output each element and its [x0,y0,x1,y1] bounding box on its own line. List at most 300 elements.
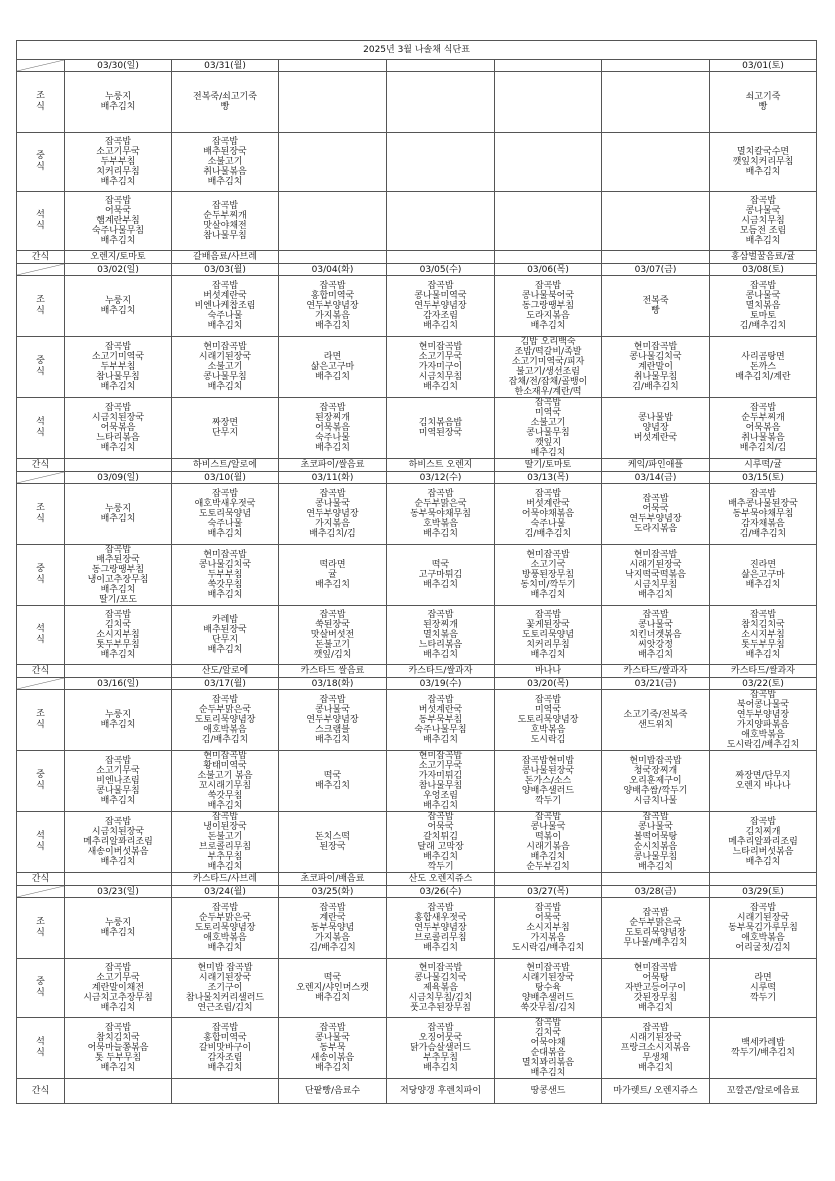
menu-item: 배추김치 [530,321,566,331]
menu-item: 시래기된장국 [736,913,790,923]
dinner-cell [279,606,387,665]
snack-cell: 카스타드/쌀과자 [710,665,817,678]
menu-item: 잡곡밥 [534,695,562,705]
dinner-label [17,606,65,665]
lunch-label [17,545,65,606]
menu-item: 애호박볶음 [741,933,785,943]
lunch-label [17,959,65,1018]
dinner-cell [710,812,817,873]
menu-item: 취나물볶음 [741,433,785,443]
lunch-cell [602,751,710,812]
lunch-cell [710,751,817,812]
menu-item: 가지볶음 [530,933,566,943]
menu-item: 잡곡밥 [642,908,669,918]
meal-label-text: 석식 [36,624,45,645]
menu-item: 배추김치 [100,928,136,938]
dinner-cell [387,1018,495,1079]
menu-item: 부추무침 [207,852,243,862]
snack-cell: 딸기/토마토 [495,459,602,472]
lunch-cell [172,545,279,606]
menu-item: 배추김치 [745,857,781,867]
menu-item: 어묵야채볶음 [521,509,575,519]
menu-item: 조밥/떡갈비/족발 [514,347,582,357]
menu-item: 연두부양념장 [414,923,467,933]
breakfast-cell [387,690,495,751]
menu-item: 비엔나조림 [96,776,140,786]
date-header [387,60,495,72]
menu-item: 콩나물밥 [638,413,673,423]
breakfast-row [17,690,817,751]
breakfast-cell [495,484,602,545]
dinner-cell [172,192,279,251]
menu-item: 배추된장국 [203,625,247,635]
menu-item: 누룽지 [104,918,132,928]
menu-item: 오징어뭇국 [418,1033,463,1043]
date-header: 03/22(토) [710,678,817,690]
lunch-cell [387,337,495,398]
menu-item: 샌드위치 [638,720,673,730]
page-title: 2025년 3월 나솔채 식단표 [17,41,817,60]
menu-item: 잡곡밥 [534,903,562,913]
menu-item: 숙주나물무침 [414,725,467,735]
menu-item: 누룽지 [104,296,132,306]
menu-item: 치킨너겟볶음 [629,630,682,640]
breakfast-cell [279,898,387,959]
menu-item: 잡곡밥 [642,812,669,822]
menu-item: 닭가슴살샐러드 [410,1043,471,1053]
menu-item: 참나물무침 [418,781,463,791]
snack-cell: 케익/파인애플 [602,459,710,472]
menu-item: 배추김치 [638,650,673,660]
menu-item: 모듬전 조림 [739,226,787,236]
menu-item: 잡곡밥 [749,403,777,413]
breakfast-cell [602,690,710,751]
menu-item: 콩나물된장국 [521,766,575,776]
menu-item: 불고기/생선조림 [516,367,580,377]
menu-item: 카레밥 [211,615,239,625]
menu-item: 김/배추김치 [739,321,787,331]
menu-item: 꼬시래기무침 [198,781,252,791]
menu-item: 배추김치 [100,1063,136,1073]
menu-item: 오리훈제구이 [629,776,682,786]
menu-item: 참나물무침 [96,372,140,382]
date-header: 03/28(금) [602,886,710,898]
menu-item: 무생채 [642,1053,669,1063]
snack-cell: 카스타드 쌀음료 [279,665,387,678]
date-header: 03/14(금) [602,472,710,484]
menu-item: 멸치볶음 [745,301,781,311]
breakfast-label [17,690,65,751]
dinner-cell [710,192,817,251]
breakfast-cell [279,276,387,337]
menu-item: 빵 [651,306,660,316]
lunch-cell [602,959,710,1018]
menu-item: 동부묵야채무침 [732,509,794,519]
menu-item: 현미잡곡밥 [526,550,570,560]
menu-item: 감자조림 [423,311,458,321]
menu-item: 배추김치 [423,943,458,953]
lunch-cell [602,545,710,606]
breakfast-cell [65,72,172,133]
menu-item: 배추김치 [530,650,566,660]
menu-item: 소고기국 [530,560,566,570]
menu-item: 양배추샐러드 [521,993,575,1003]
menu-item: 단무지 [211,428,239,438]
meal-label-text: 석식 [36,417,45,438]
menu-item: 톳두부무침 [96,640,140,650]
dinner-cell [495,192,602,251]
breakfast-cell [387,276,495,337]
menu-item: 잡곡밥 [427,281,454,291]
snack-cell: 시루떡/귤 [710,459,817,472]
menu-item: 씨앗강정 [638,640,673,650]
menu-item: 동그랑땡부침 [521,301,575,311]
menu-item: 시래기된장국 [629,1033,682,1043]
dinner-cell [387,812,495,873]
menu-item: 동부묵김가루무침 [728,923,798,933]
menu-item: 연근조림/김치 [197,1003,253,1013]
date-header: 03/27(목) [495,886,602,898]
breakfast-cell [602,898,710,959]
menu-item: 깍두기/배추김치 [731,1048,795,1058]
menu-item: 도시락김/배추김치 [511,943,585,953]
menu-item: 냉이고추장무침 [87,575,149,585]
menu-item: 배추김치 [530,852,566,862]
snack-row [17,665,817,678]
menu-item: 조기구이 [207,983,243,993]
snack-cell: 꼬깔콘/알로에음료 [710,1079,817,1104]
menu-item: 순두부맑은국 [629,918,682,928]
menu-item: 현미밥잡곡밥 [629,756,682,766]
menu-item: 순두부찌개 [203,211,247,221]
dinner-cell [172,398,279,459]
menu-item: 메추리알꽈리조림 [728,837,798,847]
date-header: 03/08(토) [710,264,817,276]
menu-item: 잡곡밥 [104,756,132,766]
menu-item: 돈불고기 [207,832,243,842]
menu-item: 동부묵양념 [310,923,355,933]
menu-item: 동치미/깍두기 [520,580,576,590]
menu-item: 홍합새우젓국 [414,913,467,923]
menu-item: 배추김치 [100,236,136,246]
dinner-row [17,812,817,873]
breakfast-cell [495,72,602,133]
menu-item: 배추김치 [315,735,350,745]
date-header: 03/23(일) [65,886,172,898]
lunch-label [17,751,65,812]
lunch-row [17,545,817,606]
menu-item: 김/배추김치 [739,529,787,539]
menu-item: 배추김치/김 [739,443,787,453]
breakfast-row [17,898,817,959]
menu-item: 배추김치 [530,1068,566,1078]
snack-cell [495,251,602,264]
meal-label-text: 조식 [36,503,45,524]
menu-item: 김밥 오리백숙 [520,337,576,347]
breakfast-cell [279,484,387,545]
dinner-cell [710,398,817,459]
menu-item: 토마토 [749,311,777,321]
lunch-cell [65,337,172,398]
menu-item: 비엔나케찹조림 [194,301,256,311]
breakfast-cell [710,276,817,337]
menu-item: 가지양파볶음 [736,720,790,730]
dinner-cell [495,1018,602,1079]
menu-item: 잡곡밥 [427,489,454,499]
menu-item: 어묵국 [642,504,669,514]
lunch-row [17,337,817,398]
menu-item: 전복죽/쇠고기죽 [193,92,257,102]
menu-item: 김치찌개 [745,827,781,837]
breakfast-cell [495,898,602,959]
menu-item: 숙주나물 [207,311,243,321]
menu-item: 배추김치 [315,321,350,331]
menu-item: 귤 [328,570,337,580]
menu-item: 배추김치 [745,167,781,177]
breakfast-row [17,276,817,337]
menu-item: 잡곡밥 [749,281,777,291]
menu-item: 순두부맑은국 [198,705,252,715]
lunch-label [17,133,65,192]
menu-item: 어묵국 [104,206,132,216]
dinner-cell [602,812,710,873]
menu-item: 잡곡밥 [427,695,454,705]
menu-item: 소고기미역국/피자 [511,357,585,367]
date-header: 03/10(월) [172,472,279,484]
menu-item: 배추김치 [745,650,781,660]
dinner-row [17,606,817,665]
menu-item: 메추리알꽈리조림 [83,837,153,847]
dinner-cell [172,1018,279,1079]
menu-item: 배추김치 [207,321,243,331]
menu-item: 김치국 [534,1028,562,1038]
menu-item: 참치김치국 [741,620,785,630]
menu-item: 달래 고막장 [417,842,464,852]
snack-row [17,459,817,472]
dinner-cell [387,192,495,251]
menu-item: 현미잡곡밥 [418,751,463,761]
menu-item: 콩나물김치국 [414,973,467,983]
lunch-cell [602,337,710,398]
dinner-cell [65,398,172,459]
menu-item: 취나물볶음 [203,167,247,177]
lunch-row [17,959,817,1018]
menu-item: 시금치무침 [633,580,678,590]
menu-item: 배추김치 [207,801,243,811]
menu-item: 현미잡곡밥 [418,342,463,352]
menu-item: 양배추샐러드 [521,786,575,796]
date-header: 03/21(금) [602,678,710,690]
date-header: 03/05(수) [387,264,495,276]
menu-item: 백세카레밥 [741,1038,785,1048]
menu-item: 배추김치 [315,993,350,1003]
menu-item: 햄계란부침 [96,216,140,226]
menu-item: 잡곡밥현미밥 [521,756,575,766]
date-header [279,60,387,72]
menu-item: 잡곡밥 [749,610,777,620]
menu-item: 버섯계란국 [526,499,570,509]
menu-item: 배추김치 [315,781,350,791]
menu-item: 숙주나물 [207,519,243,529]
date-header [602,60,710,72]
menu-item: 시래기된장국 [198,973,252,983]
menu-item: 깍두기 [427,862,454,872]
date-header: 03/02(일) [65,264,172,276]
menu-item: 두부부침 [100,362,136,372]
date-header: 03/01(토) [710,60,817,72]
menu-item: 한소재우/계란/떡 [514,387,582,397]
snack-cell: 홍삼벌꿀음료/귤 [710,251,817,264]
breakfast-label [17,72,65,133]
menu-item: 쑥갓무침 [207,791,243,801]
menu-item: 어묵볶음 [100,423,136,433]
menu-item: 동부묵 [319,1043,346,1053]
menu-item: 소불고기 [207,362,243,372]
menu-item: 잡곡밥 [749,196,777,206]
menu-item: 삶은고구마 [310,362,355,372]
menu-item: 소고기미역국 [91,352,145,362]
menu-item: 배추김치 [315,443,350,453]
menu-item: 떡국 [323,973,342,983]
menu-item: 도토리묵양념 [198,509,252,519]
menu-item: 볼떡어묵탕 [633,832,678,842]
menu-item: 부추무침 [423,1053,458,1063]
menu-item: 소고기무국 [96,766,140,776]
dinner-cell [279,398,387,459]
menu-item: 누룽지 [104,504,132,514]
menu-item: 잡곡밥 [319,903,346,913]
dinner-cell [65,606,172,665]
menu-item: 소고기무국 [96,147,140,157]
menu-item: 배추김치 [100,796,136,806]
date-header: 03/19(수) [387,678,495,690]
menu-item: 참치김치국 [96,1033,140,1043]
menu-item: 가지볶음 [315,519,350,529]
dinner-cell [602,1018,710,1079]
menu-item: 갓된장무침 [633,993,678,1003]
menu-item: 연두부양념장 [306,509,359,519]
menu-item: 미역국 [534,408,562,418]
menu-item: 양념장 [642,423,669,433]
menu-item: 김/배추김치 [632,382,679,392]
snack-cell [65,459,172,472]
menu-item: 배추김치 [100,1003,136,1013]
snack-cell: 단팥빵/음료수 [279,1079,387,1104]
snack-cell [172,1079,279,1104]
lunch-cell [65,959,172,1018]
menu-item: 배추김치 [638,590,673,600]
menu-item: 잡곡밥 [319,489,346,499]
lunch-cell [602,133,710,192]
snack-row [17,873,817,886]
menu-item: 멸치볶음 [423,630,458,640]
snack-cell [65,873,172,886]
menu-item: 청국장찌개 [633,766,678,776]
menu-item: 콩나물김치국 [629,352,682,362]
menu-item: 냉이된장국 [203,822,247,832]
lunch-cell [495,959,602,1018]
snack-label: 간식 [17,459,65,472]
dinner-cell [279,812,387,873]
menu-item: 참나물무침 [203,231,247,241]
menu-item: 잡채/전/잡채/골뱅이 [508,377,588,387]
menu-item: 잡곡밥 [534,610,562,620]
meal-label-text: 석식 [36,1037,45,1058]
menu-item: 시래기된장국 [629,560,682,570]
menu-item: 잡곡밥 [211,201,239,211]
lunch-cell [710,337,817,398]
date-header: 03/12(수) [387,472,495,484]
date-row [17,472,817,484]
date-header: 03/31(월) [172,60,279,72]
menu-item: 배추김치 [745,236,781,246]
menu-item: 잡곡밥 [211,137,239,147]
menu-item: 연두부양념장 [414,301,467,311]
menu-item: 잡곡밥 [427,1023,454,1033]
breakfast-cell [279,690,387,751]
menu-item: 배추김치 [207,177,243,187]
menu-item: 소고기무국 [418,352,463,362]
menu-item: 잡곡밥 [104,137,132,147]
menu-item: 배추김치 [100,514,136,524]
menu-item: 잡곡밥 [319,1023,346,1033]
menu-item: 잡곡밥 [749,690,777,700]
menu-item: 잡곡밥 [319,610,346,620]
menu-item: 된장찌개 [315,413,350,423]
date-header: 03/18(화) [279,678,387,690]
menu-item: 배추김치/김 [309,529,356,539]
menu-item: 톳두부무침 [741,640,785,650]
date-header: 03/20(목) [495,678,602,690]
menu-item: 짜장면 [211,418,239,428]
menu-item: 연두부양념장 [629,514,682,524]
menu-item: 빵 [220,102,230,112]
menu-item: 버섯계란국 [418,705,463,715]
menu-item: 배추김치 [315,372,350,382]
menu-item: 시래기볶음 [526,842,570,852]
lunch-cell [279,337,387,398]
menu-item: 배추김치 [207,1063,243,1073]
menu-item: 갈비맛바구이 [198,1043,252,1053]
menu-item: 콩나물국 [638,822,673,832]
menu-item: 시금치무침 [741,216,785,226]
menu-item: 어묵국 [427,822,454,832]
menu-item: 사리곰탕면 [741,352,785,362]
menu-item: 어묵볶음 [315,423,350,433]
date-header: 03/09(일) [65,472,172,484]
dinner-cell [495,812,602,873]
meal-label-text: 석식 [36,210,45,231]
menu-item: 배추김치 [423,735,458,745]
menu-item: 애호박볶음 [203,933,247,943]
menu-item: 잡곡밥 [319,281,346,291]
menu-item: 빵 [758,102,768,112]
menu-item: 꽃게된장국 [526,620,570,630]
menu-item: 잡곡밥 [104,1023,132,1033]
menu-item: 배추김치 [530,590,566,600]
menu-item: 잡곡밥 [534,281,562,291]
date-header: 03/04(화) [279,264,387,276]
menu-item: 치커리무침 [96,167,140,177]
menu-item: 배추김치 [638,1063,673,1073]
menu-item: 프랑크소시지볶음 [620,1043,691,1053]
corner-cell [17,886,65,898]
menu-item: 오렌지/샤인머스캣 [296,983,369,993]
menu-item: 맛살야채전 [203,221,247,231]
menu-item: 순두부김치 [526,862,570,872]
menu-item: 갈치튀김 [423,832,458,842]
menu-item: 도시락김/배추김치 [726,740,800,750]
